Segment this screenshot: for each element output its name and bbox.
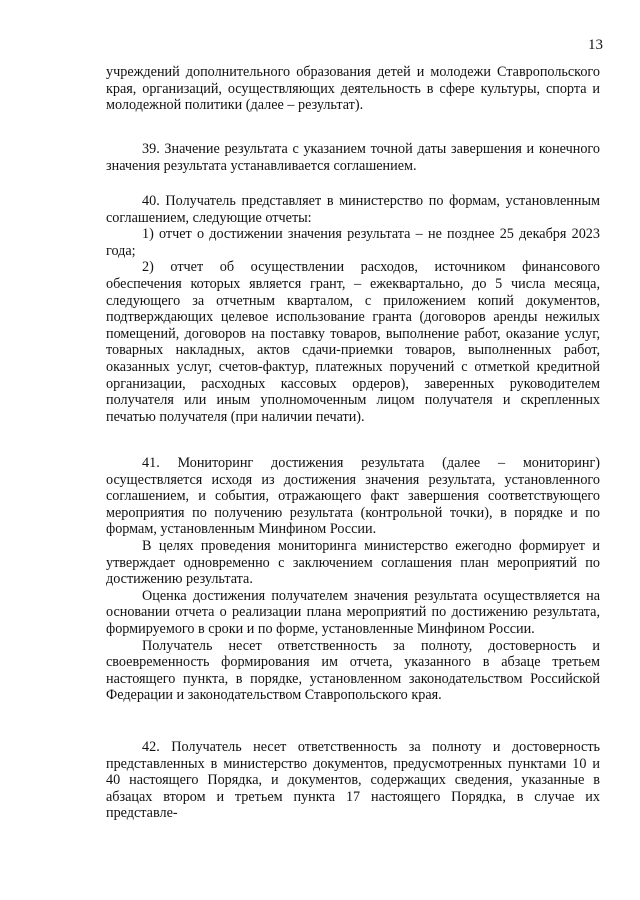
paragraph-42: 42. Получатель несет ответственность за полноту и достоверность представленных в министерство документов, предусмотренных пунктами 10 и 40 настоящего Порядка, и документов, содержащих сведения, указанные в абзацах втором и третьем пункта 17 настоящего Порядка, в случае их представле- <box>106 739 600 822</box>
paragraph-41-block <box>106 455 600 704</box>
paragraph-39 <box>106 141 600 174</box>
paragraph-40-block <box>106 193 600 425</box>
paragraph-40-item-2: 2) отчет об осуществлении расходов, источником финансового обеспечения которых является грант, – ежеквартально, до 5 числа месяца, следующего за отчетным кварталом, с приложением копий документов, подтверждающих целевое использование гранта (договоров аренды нежилых помещений, договоров на поставку товаров, выполнение работ, оказание услуг, товарных накладных, актов сдачи-приемки товаров, выполненных работ, оказанных услуг, счетов-фактур, платежных поручений с отметкой кредитной организации, расходных кассовых ордеров), заверенных руководителем получателя или иным уполномоченным лицом получателя и скрепленных печатью получателя (при наличии печати). <box>106 259 600 425</box>
paragraph-40: 40. Получатель представляет в министерство по формам, установленным соглашением, следующие отчеты: <box>106 193 600 226</box>
page-number: 13 <box>588 37 603 53</box>
paragraph-41-monitoring-plan: В целях проведения мониторинга министерство ежегодно формирует и утверждает одновременно с заключением соглашения план мероприятий по достижению результата. <box>106 537 600 588</box>
paragraph-41-assessment: Оценка достижения получателем значения результата осуществляется на основании отчета о реализации плана мероприятий по достижению результата, формируемого в сроки и по форме, установленные Минфином России. <box>106 587 600 637</box>
paragraph-text: 39. Значение результата с указанием точной даты завершения и конечного значения результата устанавливается соглашением. <box>106 141 600 174</box>
paragraph-41-responsibility: Получатель несет ответственность за полноту, достоверность и своевременность формирования им отчета, указанного в абзаце третьем настоящего пункта, в порядке, установленном законодательством Российской Федерации и законодательством Ставропольского края. <box>106 637 600 704</box>
paragraph-40-item-1: 1) отчет о достижении значения результата – не позднее 25 декабря 2023 года; <box>106 226 600 259</box>
paragraph-text: учреждений дополнительного образования детей и молодежи Ставропольского края, организаций, осуществляющих деятельность в сфере культуры, спорта и молодежной политики (далее – результат). <box>106 64 600 114</box>
paragraph-continuation <box>106 64 600 114</box>
paragraph-42-block <box>106 739 600 822</box>
paragraph-41: 41. Мониторинг достижения результата (далее – мониторинг) осуществляется исходя из достижения значения результата, установленного соглашением, и события, отражающего факт завершения соответствующего мероприятия по получению результата (контрольной точки), в порядке и по формам, установленным Минфином России. <box>106 455 600 538</box>
